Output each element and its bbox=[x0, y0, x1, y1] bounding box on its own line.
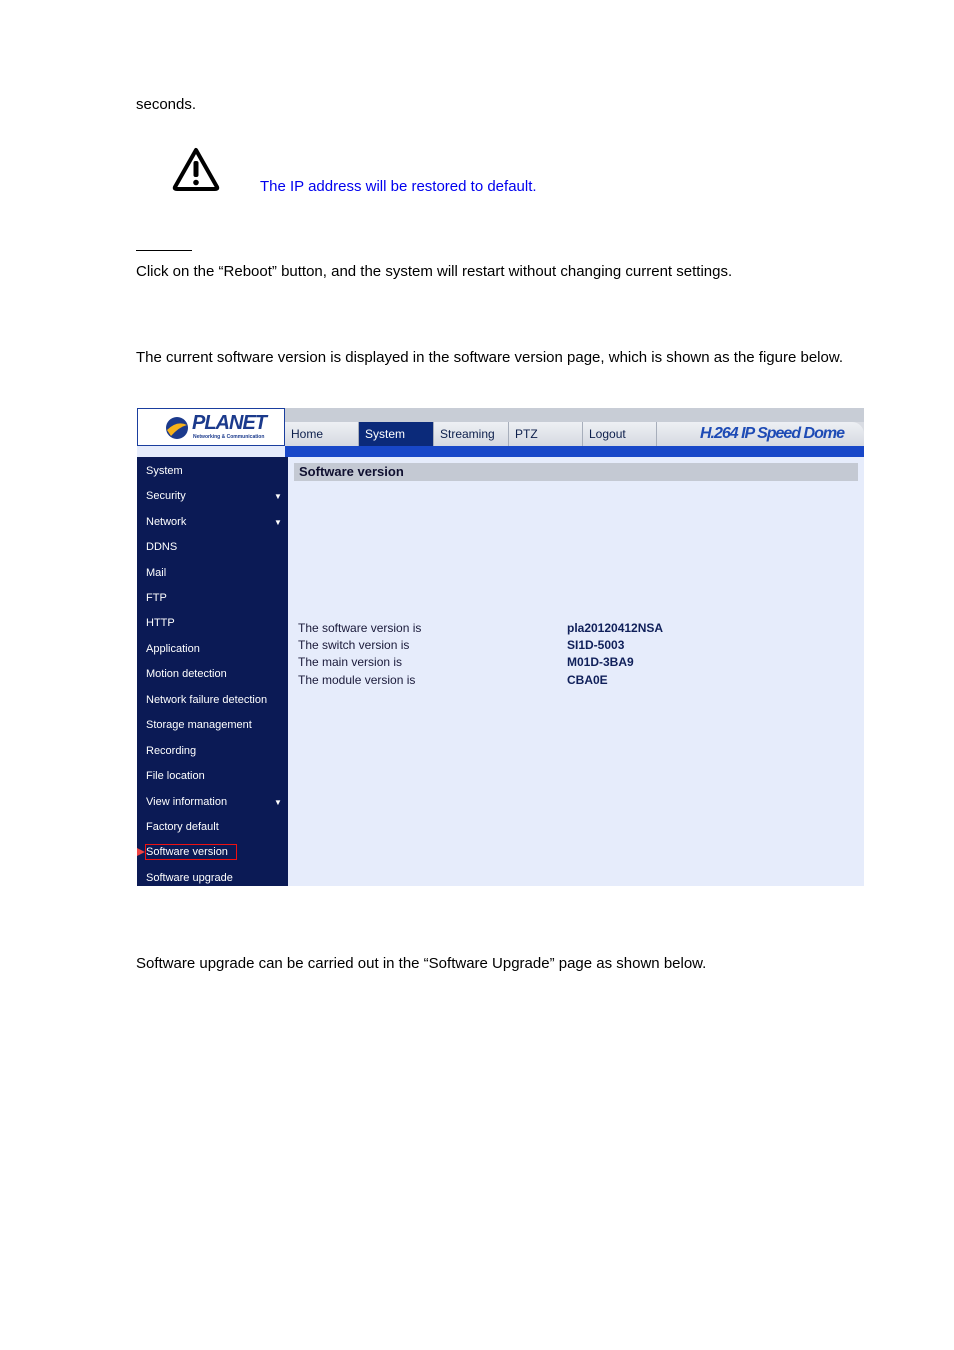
network-chevron-down-icon[interactable]: ▼ bbox=[274, 518, 282, 527]
selection-pointer-icon bbox=[137, 848, 145, 856]
menu-home[interactable]: Home bbox=[285, 422, 359, 446]
product-banner bbox=[657, 422, 864, 446]
sidebar-item-security[interactable]: Security bbox=[146, 490, 186, 502]
sidebar-item-storage-management[interactable]: Storage management bbox=[146, 719, 252, 731]
security-chevron-down-icon[interactable]: ▼ bbox=[274, 492, 282, 501]
sidebar-item-network-failure-detection[interactable]: Network failure detection bbox=[146, 694, 268, 706]
accent-band bbox=[285, 446, 864, 457]
module-version-label: The module version is bbox=[298, 673, 416, 687]
switch-version-value: SI1D-5003 bbox=[567, 638, 625, 652]
software-version-label: The software version is bbox=[298, 621, 422, 635]
globe-logo-icon bbox=[165, 416, 189, 440]
sidebar-item-network[interactable]: Network bbox=[146, 516, 187, 528]
menu-logout[interactable]: Logout bbox=[583, 422, 657, 446]
sidebar-item-software-upgrade[interactable]: Software upgrade bbox=[146, 872, 233, 884]
section-rule bbox=[136, 250, 192, 251]
sidebar-item-application[interactable]: Application bbox=[146, 643, 200, 655]
intro-fragment: seconds. bbox=[136, 96, 197, 113]
sidebar-item-file-location[interactable]: File location bbox=[146, 770, 205, 782]
sidebar-item-system[interactable]: System bbox=[146, 465, 183, 477]
content-title: Software version bbox=[294, 463, 858, 481]
sidebar-item-ddns[interactable]: DDNS bbox=[146, 541, 178, 553]
software-upgrade-paragraph: Software upgrade can be carried out in the “Software Upgrade” page as shown below. bbox=[136, 955, 707, 972]
warning-icon bbox=[171, 146, 221, 192]
planet-logo bbox=[137, 408, 285, 446]
sidebar-item-motion-detection[interactable]: Motion detection bbox=[146, 668, 227, 680]
software-version-value: pla20120412NSA bbox=[567, 621, 664, 635]
view-information-chevron-down-icon[interactable]: ▼ bbox=[274, 798, 282, 807]
header-band bbox=[285, 408, 864, 422]
menu-ptz[interactable]: PTZ bbox=[509, 422, 583, 446]
sidebar-item-recording[interactable]: Recording bbox=[146, 745, 197, 757]
switch-version-label: The switch version is bbox=[298, 638, 410, 652]
logo-brand: PLANET bbox=[192, 412, 266, 434]
sidebar-item-mail[interactable]: Mail bbox=[146, 567, 167, 579]
main-version-label: The main version is bbox=[298, 655, 403, 669]
sidebar bbox=[137, 457, 288, 886]
reboot-paragraph: Click on the “Reboot” button, and the system will restart without changing current settings. bbox=[136, 263, 733, 280]
sidebar-item-software-version[interactable]: Software version bbox=[146, 846, 228, 858]
menu-streaming[interactable]: Streaming bbox=[434, 422, 509, 446]
warning-note: The IP address will be restored to default. bbox=[260, 178, 537, 195]
sidebar-item-ftp[interactable]: FTP bbox=[146, 592, 167, 604]
sidebar-item-view-information[interactable]: View information bbox=[146, 796, 228, 808]
logo-tagline: Networking & Communication bbox=[193, 434, 265, 440]
main-version-value: M01D-3BA9 bbox=[567, 655, 634, 669]
software-version-screenshot bbox=[137, 408, 864, 886]
software-version-paragraph: The current software version is displayed in the software version page, which is shown as the figure below. bbox=[136, 349, 844, 366]
product-name: H.264 IP Speed Dome bbox=[699, 425, 844, 442]
menu-system[interactable]: System bbox=[359, 422, 434, 446]
sidebar-item-http[interactable]: HTTP bbox=[146, 617, 175, 629]
top-menu bbox=[285, 422, 864, 446]
sidebar-item-factory-default[interactable]: Factory default bbox=[146, 821, 219, 833]
module-version-value: CBA0E bbox=[567, 673, 608, 687]
